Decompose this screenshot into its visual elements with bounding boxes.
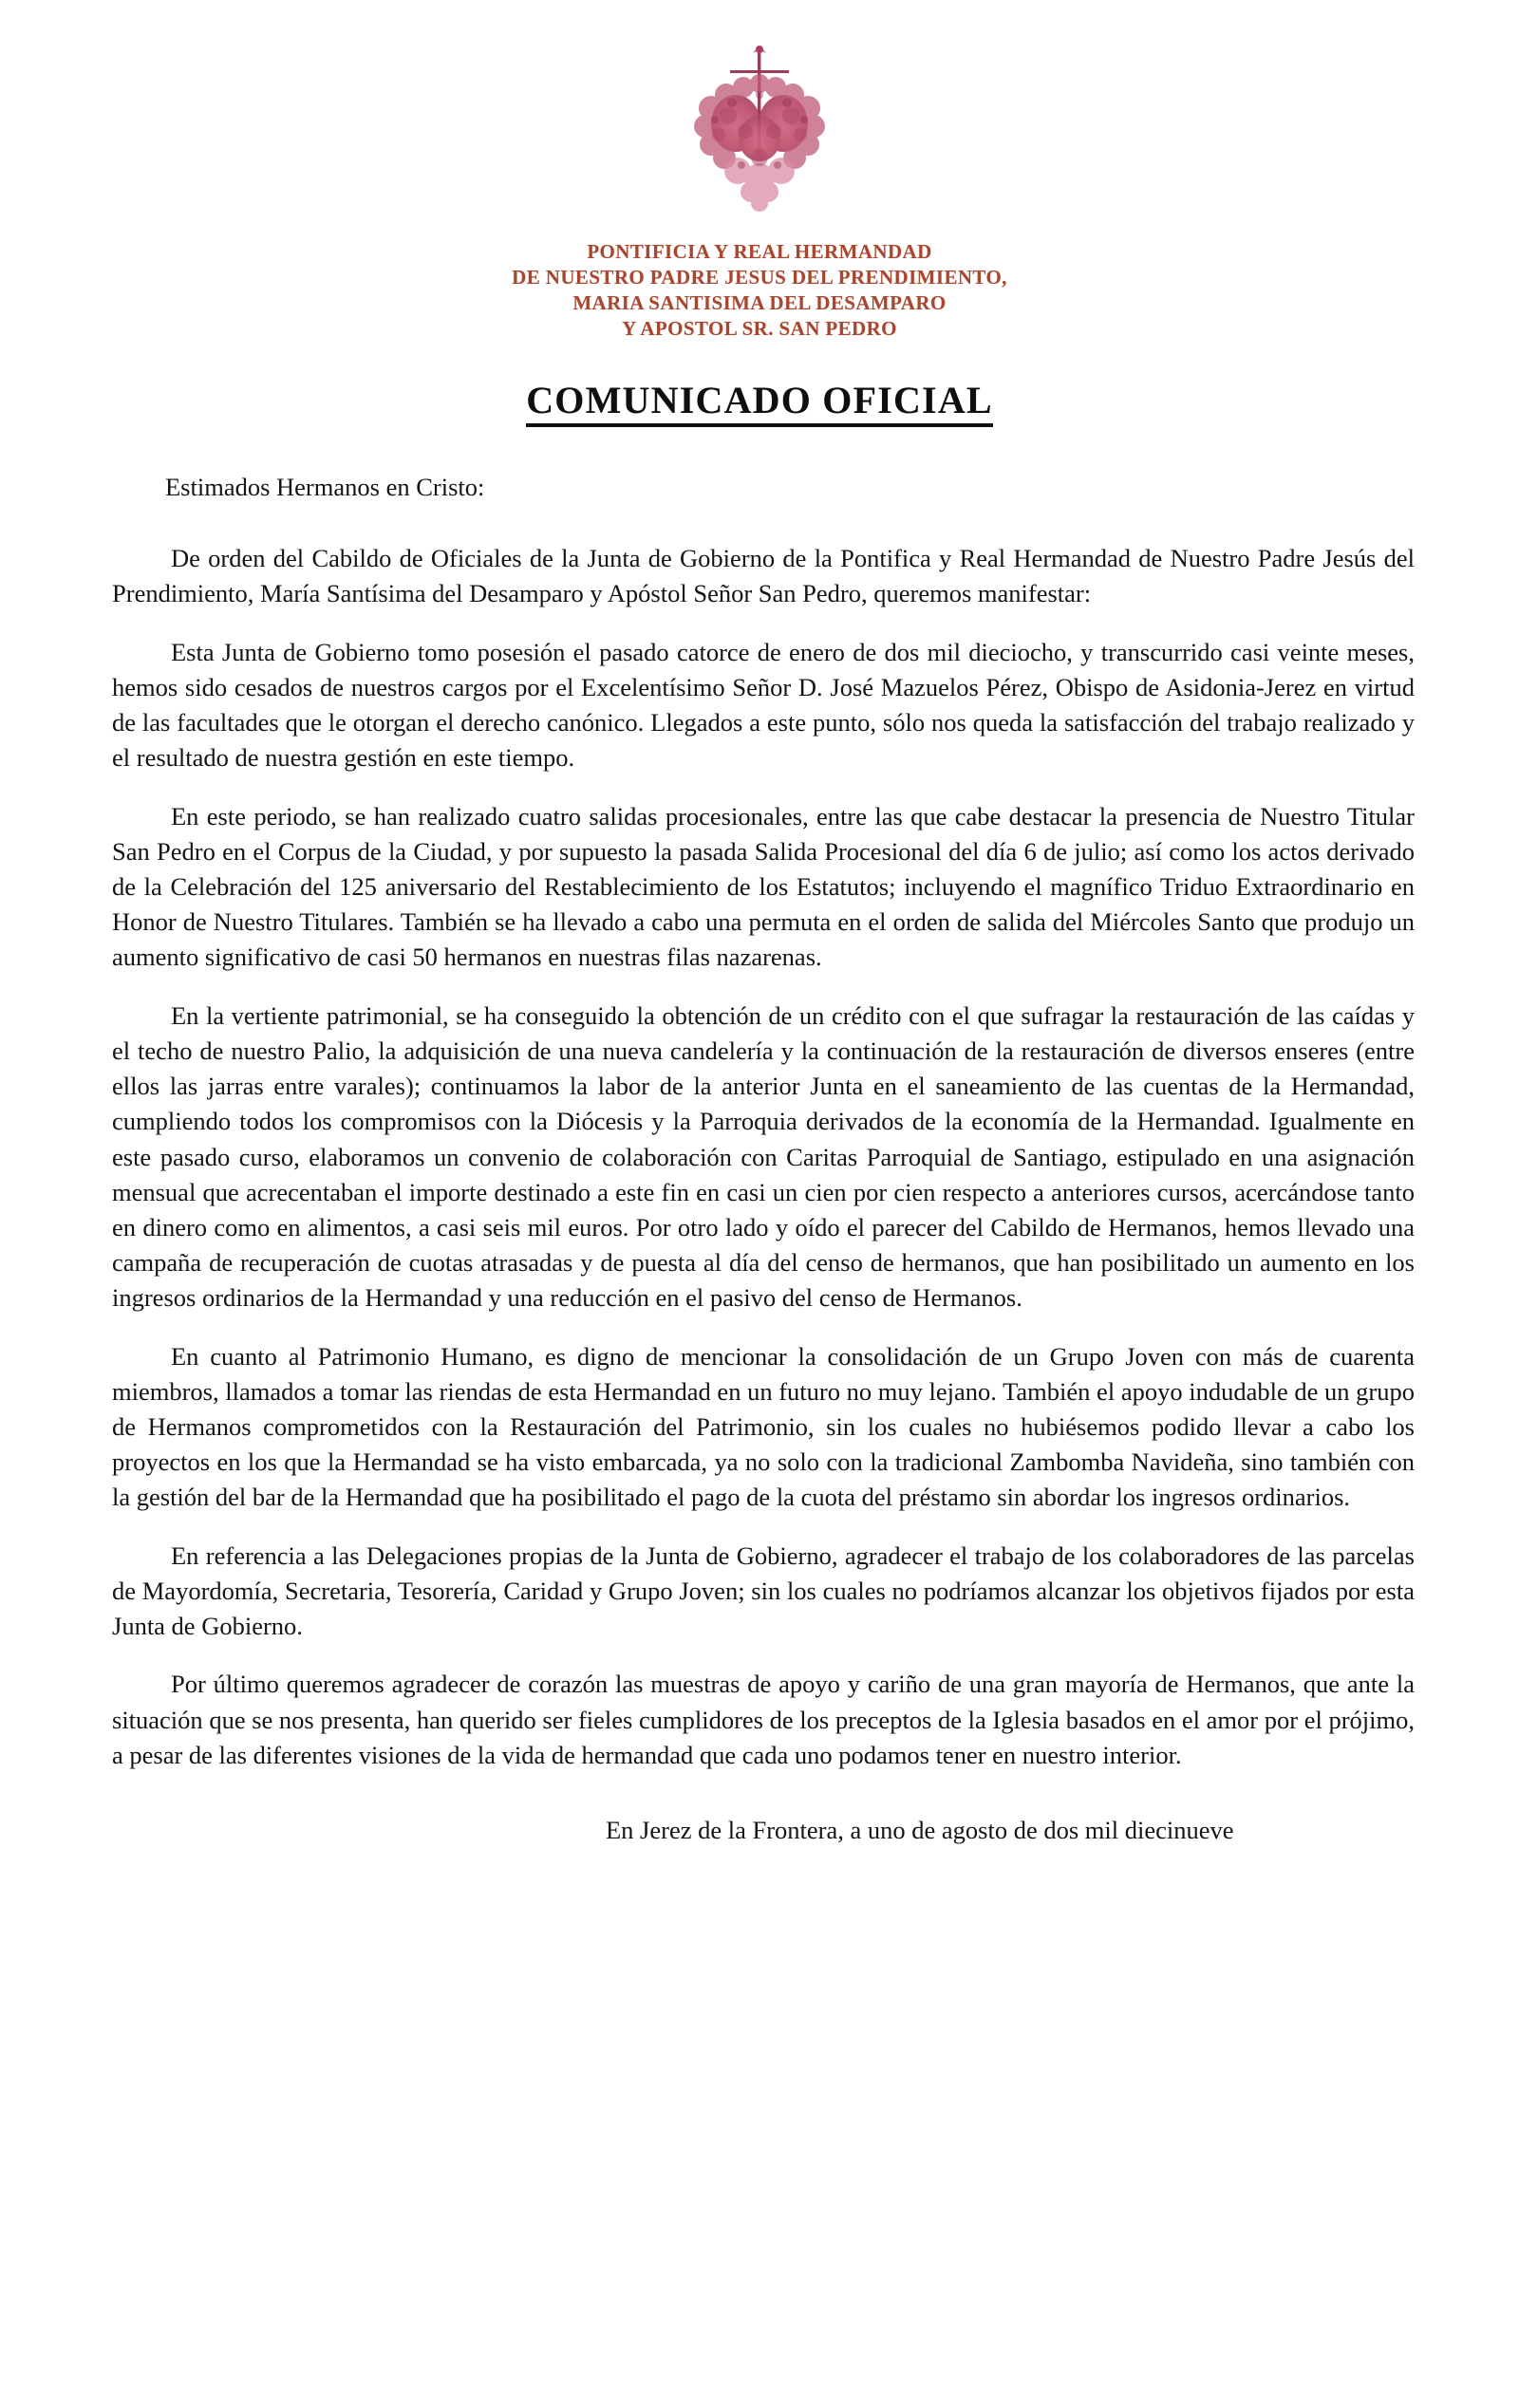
hermandad-header bbox=[0, 239, 1519, 342]
crest-container bbox=[0, 36, 1519, 226]
paragraph-1: De orden del Cabildo de Oficiales de la Junta de Gobierno de la Pontifica y Real Hermandad de Nuestro Padre Jesús del Prendimiento, María Santísima del Desamparo y Apóstol Señor San Pedro, queremos manifestar: bbox=[112, 544, 1415, 608]
header-line-3: MARIA SANTISIMA DEL DESAMPARO bbox=[572, 291, 947, 315]
header-line-2: DE NUESTRO PADRE JESUS DEL PRENDIMIENTO, bbox=[512, 266, 1007, 289]
paragraph-6: En referencia a las Delegaciones propias de la Junta de Gobierno, agradecer el trabajo de los colaboradores de las parcelas de Mayordomía, Secretaria, Tesorería, Caridad y Grupo Joven; sin los cuales no podríamos alcanzar los objetivos fijados por esta Junta de Gobierno. bbox=[112, 1540, 1415, 1641]
closing-line: En Jerez de la Frontera, a uno de agosto de dos mil diecinueve bbox=[606, 1816, 1234, 1844]
heraldic-crest-icon bbox=[669, 36, 850, 226]
header-line-1: PONTIFICIA Y REAL HERMANDAD bbox=[587, 240, 932, 263]
paragraph-3: En este periodo, se han realizado cuatro salidas procesionales, entre las que cabe destacar la presencia de Nuestro Titular San Pedro en el Corpus de la Ciudad, y por supuesto la pasada Salida Procesional del día 6 de julio; así como los actos derivado de la Celebración del 125 aniversario del Restablecimiento de los Estatutos; incluyendo el magnífico Triduo Extraordinario en Honor de Nuestro Titulares. También se ha llevado a cabo una permuta en el orden de salida del Miércoles Santo que produjo un aumento significativo de casi 50 hermanos en nuestras filas nazarenas. bbox=[112, 801, 1415, 972]
document-body bbox=[112, 470, 1415, 1848]
page-title-text: COMUNICADO OFICIAL bbox=[526, 380, 993, 427]
paragraph-5: En cuanto al Patrimonio Humano, es digno de mencionar la consolidación de un Grupo Joven con más de cuarenta miembros, llamados a tomar las riendas de esta Hermandad en un futuro no muy lejano. También el apoyo indudable de un grupo de Hermanos comprometidos con la Restauración del Patrimonio, sin los cuales no hubiésemos podido llevar a cabo los proyectos en los que la Hermandad se ha visto embarcada, ya no solo con la tradicional Zambomba Navideña, sino también con la gestión del bar de la Hermandad que ha posibilitado el pago de la cuota del préstamo sin abordar los ingresos ordinarios. bbox=[112, 1341, 1415, 1512]
salutation: Estimados Hermanos en Cristo: bbox=[165, 473, 485, 501]
paragraph-2: Esta Junta de Gobierno tomo posesión el pasado catorce de enero de dos mil dieciocho, y transcurrido casi veinte meses, hemos sido cesados de nuestros cargos por el Excelentísimo Señor D. José Mazuelos Pérez, Obispo de Asidonia-Jerez en virtud de las facultades que le otorgan el derecho canónico. Llegados a este punto, sólo nos queda la satisfacción del trabajo realizado y el resultado de nuestra gestión en este tiempo. bbox=[112, 637, 1415, 773]
paragraph-4: En la vertiente patrimonial, se ha conseguido la obtención de un crédito con el que sufragar la restauración de las caídas y el techo de nuestro Palio, la adquisición de una nueva candelería y la continuación de la restauración de diversos enseres (entre ellos las jarras entre varales); continuamos la labor de la anterior Junta en el saneamiento de las cuentas de la Hermandad, cumpliendo todos los compromisos con la Diócesis y la Parroquia derivados de la economía de la Hermandad. Igualmente en este pasado curso, elaboramos un convenio de colaboración con Caritas Parroquial de Santiago, estipulado en una asignación mensual que acrecentaban el importe destinado a este fin en casi un cien por cien respecto a anteriores cursos, acercándose tanto en dinero como en alimentos, a casi seis mil euros. Por otro lado y oído el parecer del Cabildo de Hermanos, hemos llevado una campaña de recuperación de cuotas atrasadas y de puesta al día del censo de hermanos, que han posibilitado un aumento en los ingresos ordinarios de la Hermandad y una reducción en el pasivo del censo de Hermanos. bbox=[112, 1000, 1415, 1313]
page-title bbox=[0, 380, 1519, 427]
header-line-4: Y APOSTOL SR. SAN PEDRO bbox=[622, 317, 897, 341]
paragraph-7: Por último queremos agradecer de corazón las muestras de apoyo y cariño de una gran mayoría de Hermanos, que ante la situación que se nos presenta, han querido ser fieles cumplidores de los preceptos de la Iglesia basados en el amor por el prójimo, a pesar de las diferentes visiones de la vida de hermandad que cada uno podamos tener en nuestro interior. bbox=[112, 1670, 1415, 1769]
